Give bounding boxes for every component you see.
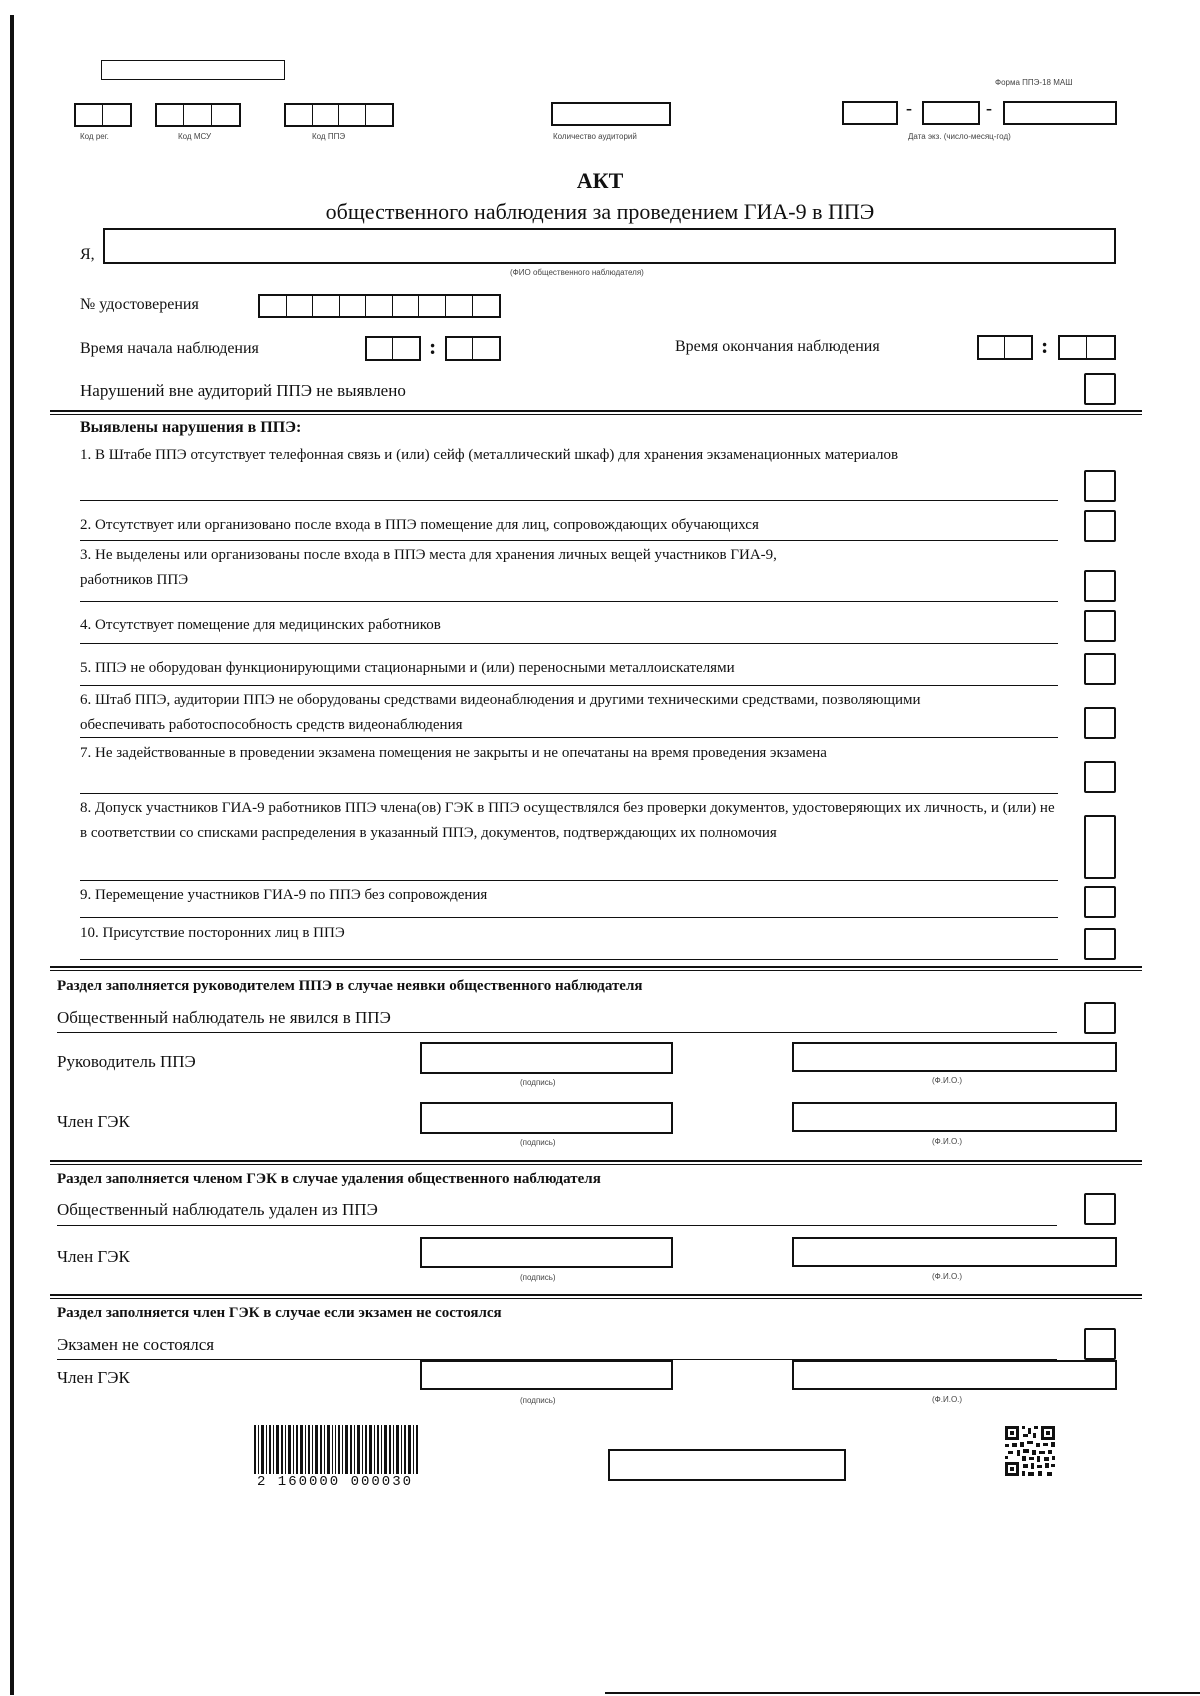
violation-divider bbox=[80, 500, 1058, 501]
section-line bbox=[57, 1032, 1057, 1033]
certificate-label: № удостоверения bbox=[80, 296, 199, 313]
exam-date-label: Дата экз. (число-месяц-год) bbox=[908, 132, 1011, 141]
violation-divider bbox=[80, 601, 1058, 602]
removal-gek-signature-caption: (подпись) bbox=[520, 1273, 556, 1282]
violation-item-1: 1. В Штабе ППЭ отсутствует телефонная связь и (или) сейф (металлический шкаф) для хранения экзаменационных материалов bbox=[80, 447, 899, 463]
absence-statement: Общественный наблюдатель не явился в ППЭ bbox=[57, 1008, 391, 1027]
section-line bbox=[57, 1225, 1057, 1226]
start-time-colon: : bbox=[429, 334, 437, 359]
absence-section-heading: Раздел заполняется руководителем ППЭ в случае неявки общественного наблюдателя bbox=[57, 978, 643, 994]
violation-item-9: 9. Перемещение участников ГИА-9 по ППЭ без сопровождения bbox=[80, 887, 488, 903]
removal-checkbox[interactable] bbox=[1084, 1193, 1116, 1225]
msu-code-label: Код МСУ bbox=[178, 132, 212, 141]
ppe-head-signature-field[interactable] bbox=[420, 1042, 673, 1074]
absence-gek-fio-caption: (Ф.И.О.) bbox=[932, 1137, 963, 1146]
violation-item-6: 6. Штаб ППЭ, аудитории ППЭ не оборудованы средствами видеонаблюдения и другими техническими средствами, позволяющими обеспечивать работоспособность средств видеонаблюдения bbox=[80, 692, 921, 733]
violation-item-8: 8. Допуск участников ГИА-9 работников ППЭ члена(ов) ГЭК в ППЭ осуществлялся без проверки документов, удостоверяющих их личность, и (или) не в соответствии со списками распределения в указанный ППЭ, документов, подтверждающих их полномочия bbox=[80, 800, 1055, 841]
end-minutes-cells[interactable] bbox=[1058, 335, 1116, 360]
violation-item-10: 10. Присутствие посторонних лиц в ППЭ bbox=[80, 925, 345, 941]
top-id-field[interactable] bbox=[101, 60, 285, 80]
region-code-label: Код рег. bbox=[80, 132, 109, 141]
not-held-gek-fio-field[interactable] bbox=[792, 1360, 1117, 1390]
violation-item-5: 5. ППЭ не оборудован функционирующими стационарными и (или) переносными металлоискателями bbox=[80, 660, 735, 676]
violation-checkbox-5[interactable] bbox=[1084, 653, 1116, 685]
removal-statement: Общественный наблюдатель удален из ППЭ bbox=[57, 1200, 378, 1219]
removal-gek-fio-field[interactable] bbox=[792, 1237, 1117, 1267]
exam-month-field[interactable] bbox=[922, 101, 980, 125]
start-hours-cells[interactable] bbox=[365, 336, 421, 361]
violation-checkbox-6[interactable] bbox=[1084, 707, 1116, 739]
violation-item-3: 3. Не выделены или организованы после входа в ППЭ места для хранения личных вещей участников ГИА-9, работников ППЭ bbox=[80, 547, 777, 588]
act-title: АКТ bbox=[576, 168, 624, 193]
section-separator bbox=[50, 966, 1142, 968]
violation-checkbox-4[interactable] bbox=[1084, 610, 1116, 642]
absence-gek-signature-field[interactable] bbox=[420, 1102, 673, 1134]
date-dash: - bbox=[986, 98, 992, 118]
violation-divider bbox=[80, 540, 1058, 541]
not-held-checkbox[interactable] bbox=[1084, 1328, 1116, 1360]
no-violations-outside-label: Нарушений вне аудиторий ППЭ не выявлено bbox=[80, 381, 406, 400]
section-separator bbox=[50, 1294, 1142, 1296]
form-code: Форма ППЭ-18 МАШ bbox=[995, 78, 1073, 87]
auditoriums-count-label: Количество аудиторий bbox=[553, 132, 637, 141]
exam-day-field[interactable] bbox=[842, 101, 898, 125]
not-held-gek-signature-caption: (подпись) bbox=[520, 1396, 556, 1405]
msu-code-cells[interactable] bbox=[155, 103, 241, 127]
ppe-code-label: Код ППЭ bbox=[312, 132, 346, 141]
no-violations-outside-checkbox[interactable] bbox=[1084, 373, 1116, 405]
section-separator-thin bbox=[50, 1298, 1142, 1299]
end-time-label: Время окончания наблюдения bbox=[675, 338, 880, 355]
removal-gek-signature-field[interactable] bbox=[420, 1237, 673, 1268]
section-separator bbox=[50, 410, 1142, 412]
observer-fio-caption: (ФИО общественного наблюдателя) bbox=[510, 268, 644, 277]
region-code-cells[interactable] bbox=[74, 103, 132, 127]
violation-checkbox-1[interactable] bbox=[1084, 470, 1116, 502]
not-held-gek-fio-caption: (Ф.И.О.) bbox=[932, 1395, 963, 1404]
date-dash: - bbox=[906, 98, 912, 118]
removal-gek-label: Член ГЭК bbox=[57, 1247, 130, 1266]
exam-year-field[interactable] bbox=[1003, 101, 1117, 125]
violation-checkbox-8[interactable] bbox=[1084, 815, 1116, 879]
not-held-statement: Экзамен не состоялся bbox=[57, 1335, 215, 1354]
violation-divider bbox=[80, 643, 1058, 644]
violation-item-4: 4. Отсутствует помещение для медицинских работников bbox=[80, 617, 441, 633]
absence-gek-signature-caption: (подпись) bbox=[520, 1138, 556, 1147]
ppe-head-label: Руководитель ППЭ bbox=[57, 1052, 196, 1071]
act-subtitle: общественного наблюдения за проведением ГИА-9 в ППЭ bbox=[325, 199, 875, 224]
removal-section-heading: Раздел заполняется членом ГЭК в случае удаления общественного наблюдателя bbox=[57, 1171, 601, 1187]
not-held-section-heading: Раздел заполняется член ГЭК в случае если экзамен не состоялся bbox=[57, 1305, 502, 1321]
scan-edge bbox=[10, 15, 14, 1695]
observer-fio-field[interactable] bbox=[103, 228, 1116, 264]
qr-code-icon bbox=[1005, 1426, 1055, 1476]
violation-divider bbox=[80, 737, 1058, 738]
scan-bottom-line bbox=[605, 1692, 1200, 1694]
ppe-head-fio-caption: (Ф.И.О.) bbox=[932, 1076, 963, 1085]
footer-field[interactable] bbox=[608, 1449, 846, 1481]
ppe-head-signature-caption: (подпись) bbox=[520, 1078, 556, 1087]
removal-gek-fio-caption: (Ф.И.О.) bbox=[932, 1272, 963, 1281]
absence-checkbox[interactable] bbox=[1084, 1002, 1116, 1034]
violation-divider bbox=[80, 880, 1058, 881]
section-separator bbox=[50, 1160, 1142, 1162]
absence-gek-label: Член ГЭК bbox=[57, 1112, 130, 1131]
absence-gek-fio-field[interactable] bbox=[792, 1102, 1117, 1132]
section-separator-thin bbox=[50, 414, 1142, 415]
start-minutes-cells[interactable] bbox=[445, 336, 501, 361]
violation-checkbox-7[interactable] bbox=[1084, 761, 1116, 793]
certificate-number-cells[interactable] bbox=[258, 294, 501, 318]
ppe-head-fio-field[interactable] bbox=[792, 1042, 1117, 1072]
auditoriums-count-field[interactable] bbox=[551, 102, 671, 126]
section-separator-thin bbox=[50, 1164, 1142, 1165]
violation-divider bbox=[80, 959, 1058, 960]
section-separator-thin bbox=[50, 970, 1142, 971]
start-time-label: Время начала наблюдения bbox=[80, 340, 259, 357]
not-held-gek-label: Член ГЭК bbox=[57, 1368, 130, 1387]
violation-divider bbox=[80, 685, 1058, 686]
violation-checkbox-2[interactable] bbox=[1084, 510, 1116, 542]
end-time-colon: : bbox=[1041, 333, 1049, 358]
end-hours-cells[interactable] bbox=[977, 335, 1033, 360]
violation-divider bbox=[80, 917, 1058, 918]
barcode-number: 2 160000 000030 bbox=[240, 1474, 430, 1490]
violation-item-7: 7. Не задействованные в проведении экзамена помещения не закрыты и не опечатаны на время проведения экзамена bbox=[80, 745, 827, 761]
violation-item-2: 2. Отсутствует или организовано после входа в ППЭ помещение для лиц, сопровождающих обучающихся bbox=[80, 517, 759, 533]
violation-checkbox-3[interactable] bbox=[1084, 570, 1116, 602]
ppe-code-cells[interactable] bbox=[284, 103, 394, 127]
violation-checkbox-10[interactable] bbox=[1084, 928, 1116, 960]
violations-heading: Выявлены нарушения в ППЭ: bbox=[80, 419, 302, 436]
violation-divider bbox=[80, 793, 1058, 794]
violation-checkbox-9[interactable] bbox=[1084, 886, 1116, 918]
i-label: Я, bbox=[80, 246, 95, 263]
not-held-gek-signature-field[interactable] bbox=[420, 1360, 673, 1390]
